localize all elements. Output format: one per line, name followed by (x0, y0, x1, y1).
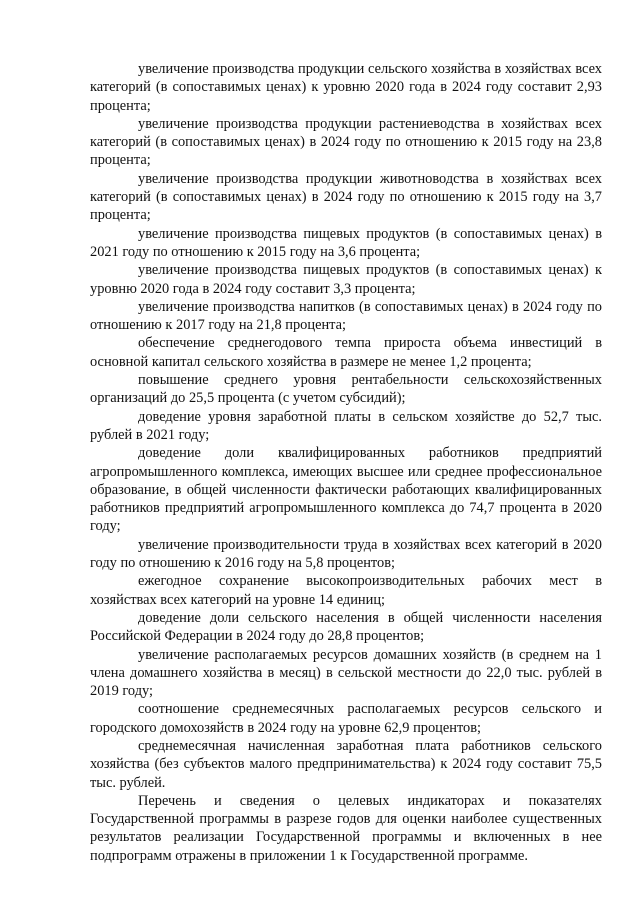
indicator-paragraph: соотношение среднемесячных располагаемых ресурсов сельского и городского домохозяйств в 2024 году на уровне 62,9 процентов; (90, 701, 602, 736)
indicator-paragraph: доведение доли квалифицированных работников предприятий агропромышленного комплекса, имеющих высшее или среднее профессиональное образование, в общей численности фактически работающих квалифицированных работников предприятий агропромышленного комплекса до 74,7 процента в 2020 году; (90, 445, 602, 535)
indicator-paragraph: увеличение производства продукции сельского хозяйства в хозяйствах всех категорий (в сопоставимых ценах) к уровню 2020 года в 2024 году составит 2,93 процента; (90, 61, 602, 114)
indicator-paragraph: обеспечение среднегодового темпа прироста объема инвестиций в основной капитал сельского хозяйства в размере не менее 1,2 процента; (90, 335, 602, 370)
indicator-paragraph: доведение доли сельского населения в общей численности населения Российской Федерации в 2024 году до 28,8 процентов; (90, 609, 602, 645)
indicator-paragraph: среднемесячная начисленная заработная плата работников сельского хозяйства (без субъектов малого предпринимательства) к 2024 году составит 75,5 тыс. рублей. (90, 737, 602, 791)
indicator-paragraph: повышение среднего уровня рентабельности сельскохозяйственных организаций до 25,5 процента (с учетом субсидий); (90, 372, 602, 407)
document-page (90, 60, 602, 865)
indicator-paragraph: ежегодное сохранение высокопроизводительных рабочих мест в хозяйствах всех категорий на уровне 14 единиц; (90, 573, 602, 608)
indicator-paragraph: увеличение располагаемых ресурсов домашних хозяйств (в среднем на 1 члена домашнего хозяйства в месяц) в сельской местности до 22,0 тыс. рублей в 2019 году; (90, 646, 602, 700)
indicator-paragraph: увеличение производства напитков (в сопоставимых ценах) в 2024 году по отношению к 2017 году на 21,8 процента; (90, 298, 602, 334)
indicator-paragraph: увеличение производства продукции животноводства в хозяйствах всех категорий (в сопоставимых ценах) в 2024 году по отношению к 2015 году на 3,7 процента; (90, 170, 602, 224)
indicator-paragraph: увеличение производства пищевых продуктов (в сопоставимых ценах) в 2021 году по отношению к 2015 году на 3,6 процента; (90, 225, 602, 260)
indicator-paragraph: увеличение производства пищевых продуктов (в сопоставимых ценах) к уровню 2020 года в 2024 году составит 3,3 процента; (90, 262, 602, 297)
indicator-paragraph: доведение уровня заработной платы в сельском хозяйстве до 52,7 тыс. рублей в 2021 году; (90, 408, 602, 443)
indicator-paragraph: увеличение производительности труда в хозяйствах всех категорий в 2020 году по отношению к 2016 году на 5,8 процентов; (90, 536, 602, 572)
closing-paragraph: Перечень и сведения о целевых индикаторах и показателях Государственной программы в разрезе годов для оценки наиболее существенных результатов реализации Государственной программы и включенных в нее подпрограмм отражены в приложении 1 к Государственной программе. (90, 792, 602, 864)
indicator-paragraph: увеличение производства продукции растениеводства в хозяйствах всех категорий (в сопоставимых ценах) в 2024 году по отношению к 2015 году на 23,8 процента; (90, 115, 602, 169)
